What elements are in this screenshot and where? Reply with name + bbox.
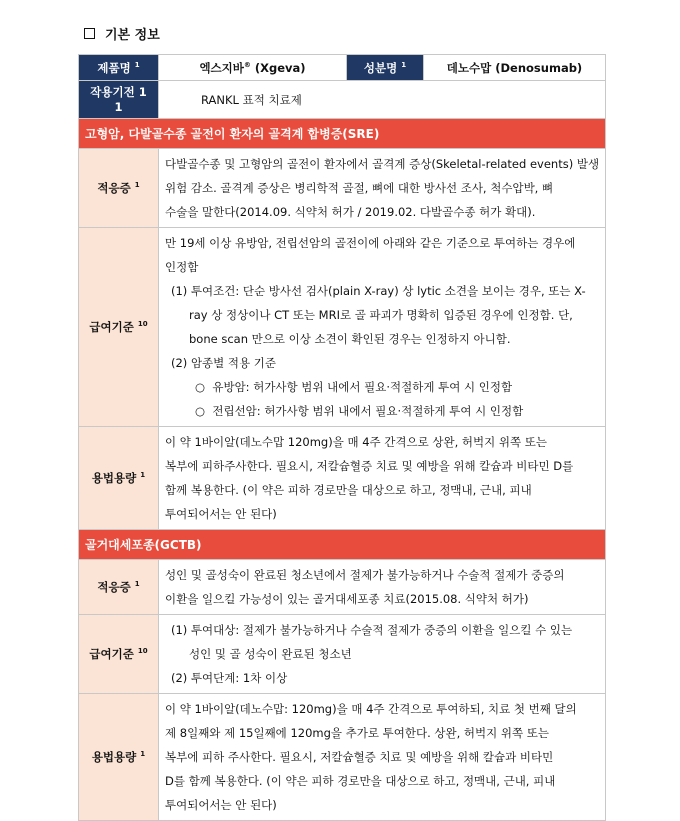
product-name-label-cell xyxy=(79,55,159,81)
registered-mark: ® xyxy=(243,60,251,69)
text-line: (1) 투여대상: 절제가 불가능하거나 수술적 절제가 중증의 이환을 일으킬 수 있는 xyxy=(171,623,573,637)
row-label-indication xyxy=(79,560,159,615)
section-title-gctb: 골거대세포종(GCTB) xyxy=(79,530,606,560)
section-header-row xyxy=(79,530,606,560)
text-line: (2) 암종별 적용 기준 xyxy=(171,356,277,370)
row-label-dosage xyxy=(79,427,159,530)
dosage-content xyxy=(159,694,606,821)
text-line: 복부에 피하 주사한다. 필요시, 저칼슘혈증 치료 및 예방을 위해 칼슘과 비타민 xyxy=(165,750,554,764)
ref-sup: 1 xyxy=(401,60,407,69)
text-line: ray 상 정상이나 CT 또는 MRI로 골 파괴가 명확히 입증된 경우에 인정함. 단, xyxy=(189,308,573,322)
text-line: 제 8일째와 제 15일째에 120mg을 추가로 투여한다. 상완, 허벅지 위쪽 또는 xyxy=(165,726,549,740)
reimbursement-content xyxy=(159,615,606,694)
reimbursement-content xyxy=(159,228,606,427)
product-name-value xyxy=(159,55,347,81)
text-line: 투여되어서는 안 된다) xyxy=(165,507,277,521)
table-row xyxy=(79,228,606,427)
table-row xyxy=(79,81,606,119)
label-text: 용법용량 xyxy=(91,471,137,485)
table-row xyxy=(79,694,606,821)
circle-bullet-icon: ○ xyxy=(195,380,213,394)
text-line: 성인 및 골 성숙이 완료된 청소년 xyxy=(189,647,352,661)
ref-sup: 1 xyxy=(134,580,140,589)
bullet-item xyxy=(165,399,599,423)
mechanism-value: RANKL 표적 치료제 xyxy=(159,81,606,119)
bullet-item xyxy=(165,375,599,399)
heading-text: 기본 정보 xyxy=(105,28,160,43)
table-row xyxy=(79,615,606,694)
row-label-reimbursement xyxy=(79,228,159,427)
mechanism-label-ref: 1 xyxy=(114,99,123,114)
text-line: 복부에 피하주사한다. 필요시, 저칼슘혈증 치료 및 예방을 위해 칼슘과 비타민 D를 xyxy=(165,459,574,473)
text-line: 이 약 1바이알(데노수맙: 120mg)을 매 4주 간격으로 투여하되, 치료 첫 번째 달의 xyxy=(165,702,577,716)
text-line: 인정함 xyxy=(165,260,199,274)
mechanism-label-cell xyxy=(79,81,159,119)
dosage-content xyxy=(159,427,606,530)
indication-content xyxy=(159,560,606,615)
text-line: D를 함께 복용한다. (이 약은 피하 경로만을 대상으로 하고, 정맥내, 근내, 피내 xyxy=(165,774,556,788)
table-row xyxy=(79,560,606,615)
indication-content xyxy=(159,149,606,228)
label-text: 급여기준 xyxy=(89,647,134,661)
text-line: (2) 투여단계: 1차 이상 xyxy=(171,671,288,685)
label-text: 적응증 xyxy=(97,181,131,195)
table-row xyxy=(79,149,606,228)
bullet-text: 유방암: 허가사항 범위 내에서 필요·적절하게 투여 시 인정함 xyxy=(212,380,513,394)
row-label-dosage xyxy=(79,694,159,821)
ref-sup: 1 xyxy=(134,181,140,190)
ref-sup: 1 xyxy=(140,471,146,480)
checkbox-square-icon xyxy=(84,28,95,39)
section-title-sre: 고형암, 다발골수종 골전이 환자의 골격계 합병증(SRE) xyxy=(79,119,606,149)
ref-sup: 10 xyxy=(137,647,148,656)
section-heading xyxy=(84,24,160,43)
product-name-text: 엑스지바 xyxy=(199,60,244,75)
mechanism-label: 작용기전 1 xyxy=(90,84,147,99)
text-line: (1) 투여조건: 단순 방사선 검사(plain X-ray) 상 lytic 소견을 보이는 경우, 또는 X- xyxy=(171,284,586,298)
table-row xyxy=(79,55,606,81)
label-text: 적응증 xyxy=(97,580,131,594)
text-line: 투여되어서는 안 된다) xyxy=(165,798,277,812)
text-line: 성인 및 골성숙이 완료된 청소년에서 절제가 불가능하거나 수술적 절제가 중증의 xyxy=(165,568,565,582)
ref-sup: 1 xyxy=(134,60,140,69)
text-line: 다발골수종 및 고형암의 골전이 환자에서 골격계 증상(Skeletal-related events) 발생 xyxy=(165,157,600,171)
bullet-text: 전립선암: 허가사항 범위 내에서 필요·적절하게 투여 시 인정함 xyxy=(212,404,524,418)
section-header-row xyxy=(79,119,606,149)
circle-bullet-icon: ○ xyxy=(195,404,213,418)
text-line: 이 약 1바이알(데노수맙 120mg)을 매 4주 간격으로 상완, 허벅지 위쪽 또는 xyxy=(165,435,547,449)
text-line: 이환을 일으킬 가능성이 있는 골거대세포종 치료(2015.08. 식약처 허가) xyxy=(165,592,529,606)
text-line: 위험 감소. 골격계 증상은 병리학적 골절, 뼈에 대한 방사선 조사, 척수압박, 뼈 xyxy=(165,181,554,195)
label-text: 급여기준 xyxy=(89,320,134,334)
product-name-en: (Xgeva) xyxy=(250,60,306,75)
row-label-reimbursement xyxy=(79,615,159,694)
row-label-indication xyxy=(79,149,159,228)
label-text: 용법용량 xyxy=(91,750,137,764)
ref-sup: 10 xyxy=(137,320,148,329)
text-line: 만 19세 이상 유방암, 전립선암의 골전이에 아래와 같은 기준으로 투여하는 경우에 xyxy=(165,236,576,250)
text-line: 수술을 말한다(2014.09. 식약처 허가 / 2019.02. 다발골수종 허가 확대). xyxy=(165,205,536,219)
product-name-label: 제품명 xyxy=(97,60,131,75)
ref-sup: 1 xyxy=(140,750,146,759)
ingredient-label: 성분명 xyxy=(363,60,398,75)
info-table xyxy=(78,54,606,821)
table-row xyxy=(79,427,606,530)
ingredient-value: 데노수맙 (Denosumab) xyxy=(424,55,606,81)
text-line: bone scan 만으로 이상 소견이 확인된 경우는 인정하지 아니함. xyxy=(189,332,511,346)
ingredient-label-cell xyxy=(347,55,424,81)
text-line: 함께 복용한다. (이 약은 피하 경로만을 대상으로 하고, 정맥내, 근내, 피내 xyxy=(165,483,532,497)
